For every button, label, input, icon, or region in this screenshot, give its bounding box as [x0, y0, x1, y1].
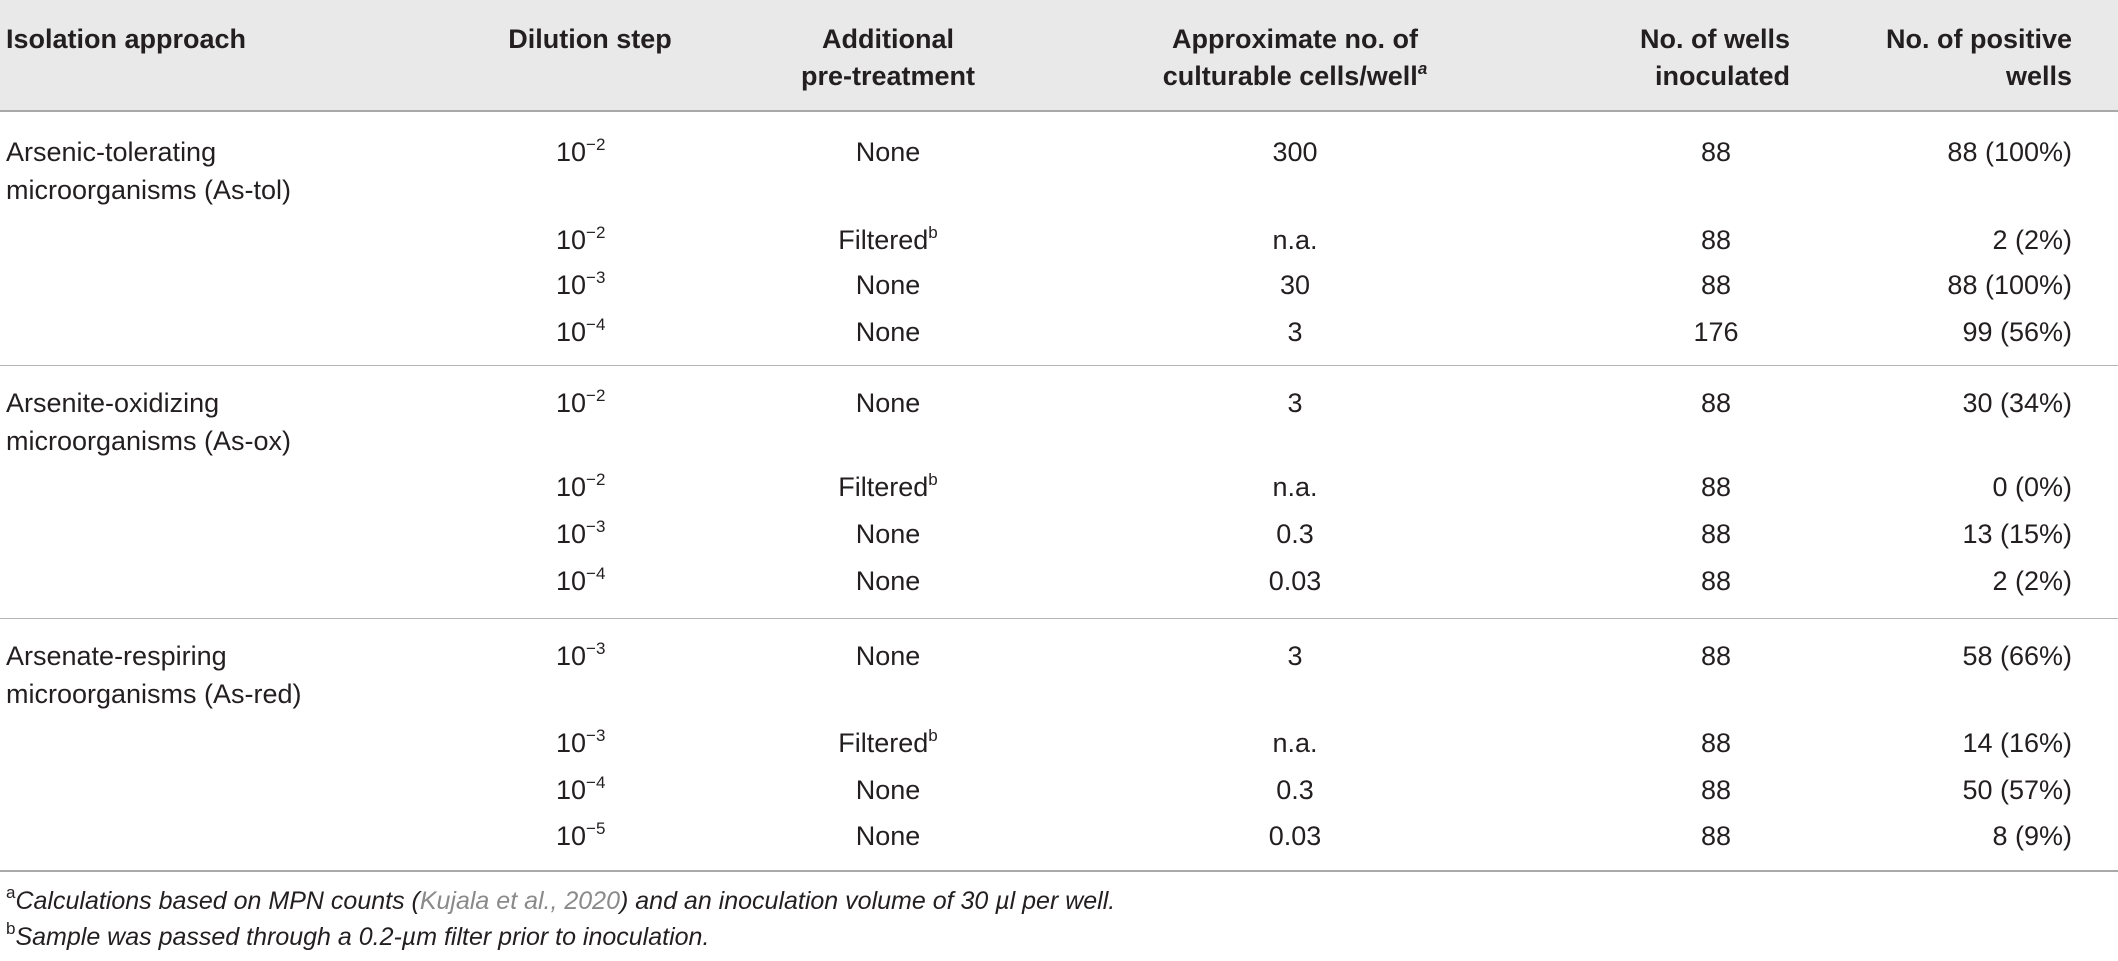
table-bottom-rule: [0, 870, 2118, 872]
pretreatment-cell: None: [855, 566, 921, 596]
cells-per-well-cell: n.a.: [1272, 472, 1318, 502]
group-separator: [0, 365, 2118, 366]
wells-inoculated-cell: 176: [1693, 317, 1739, 347]
group-separator: [0, 618, 2118, 619]
positive-wells-cell: 2 (2%): [1992, 225, 2072, 255]
cells-per-well-cell: n.a.: [1272, 225, 1318, 255]
dilution-cell: $10^{-2}$: [556, 470, 606, 502]
header-pretreatment-line2: pre-treatment: [800, 61, 976, 91]
wells-inoculated-cell: 88: [1700, 225, 1732, 255]
positive-wells-cell: 13 (15%): [1962, 519, 2072, 549]
positive-wells-cell: 88 (100%): [1947, 270, 2072, 300]
wells-inoculated-cell: 88: [1700, 137, 1732, 167]
header-cells-line2: culturable cells/well$^a$: [1162, 59, 1428, 91]
wells-inoculated-cell: 88: [1700, 821, 1732, 851]
group-name-line1: Arsenate-respiring: [6, 641, 227, 671]
header-rule: [0, 110, 2118, 112]
positive-wells-cell: 88 (100%): [1947, 137, 2072, 167]
pretreatment-cell: None: [855, 519, 921, 549]
pretreatment-cell: None: [855, 270, 921, 300]
dilution-cell: $10^{-4}$: [556, 773, 606, 805]
cells-per-well-cell: 3: [1287, 317, 1303, 347]
wells-inoculated-cell: 88: [1700, 519, 1732, 549]
group-name-line2: microorganisms (As-tol): [6, 175, 292, 205]
pretreatment-cell: Filtered$^b$: [838, 223, 938, 255]
group-name-line1: Arsenite-oxidizing: [6, 388, 220, 418]
group-name-line1: Arsenic-tolerating: [6, 137, 217, 167]
dilution-cell: $10^{-3}$: [556, 268, 606, 300]
footnote-b: $^b$Sample was passed through a 0.2-µm filter prior to inoculation.: [6, 919, 710, 951]
header-positive-line2: wells: [2005, 61, 2072, 91]
pretreatment-cell: Filtered$^b$: [838, 470, 938, 502]
group-name-line2: microorganisms (As-red): [6, 679, 302, 709]
dilution-cell: $10^{-3}$: [556, 726, 606, 758]
header-cells-line1: Approximate no. of: [1171, 24, 1419, 54]
positive-wells-cell: 14 (16%): [1962, 728, 2072, 758]
positive-wells-cell: 99 (56%): [1962, 317, 2072, 347]
positive-wells-cell: 0 (0%): [1992, 472, 2072, 502]
header-pretreatment-line1: Additional: [822, 24, 954, 54]
pretreatment-cell: None: [855, 317, 921, 347]
wells-inoculated-cell: 88: [1700, 270, 1732, 300]
pretreatment-cell: None: [855, 388, 921, 418]
header-isolation-approach: Isolation approach: [6, 24, 247, 54]
dilution-cell: $10^{-4}$: [556, 564, 606, 596]
positive-wells-cell: 30 (34%): [1962, 388, 2072, 418]
cells-per-well-cell: 0.03: [1268, 821, 1322, 851]
wells-inoculated-cell: 88: [1700, 566, 1732, 596]
pretreatment-cell: Filtered$^b$: [838, 726, 938, 758]
wells-inoculated-cell: 88: [1700, 472, 1732, 502]
header-positive-line1: No. of positive: [1885, 24, 2072, 54]
positive-wells-cell: 58 (66%): [1962, 641, 2072, 671]
cells-per-well-cell: 0.3: [1276, 775, 1314, 805]
wells-inoculated-cell: 88: [1700, 775, 1732, 805]
header-dilution-step: Dilution step: [508, 24, 672, 54]
positive-wells-cell: 8 (9%): [1992, 821, 2072, 851]
header-wells-line1: No. of wells: [1639, 24, 1790, 54]
wells-inoculated-cell: 88: [1700, 641, 1732, 671]
dilution-cell: $10^{-3}$: [556, 517, 606, 549]
wells-inoculated-cell: 88: [1700, 728, 1732, 758]
dilution-cell: $10^{-2}$: [556, 135, 606, 167]
cells-per-well-cell: 30: [1279, 270, 1311, 300]
reference-link[interactable]: Kujala et al., 2020: [419, 887, 620, 915]
group-name-line2: microorganisms (As-ox): [6, 426, 292, 456]
cells-per-well-cell: 0.03: [1268, 566, 1322, 596]
pretreatment-cell: None: [855, 821, 921, 851]
table-header-background: [0, 0, 2118, 110]
cells-per-well-cell: 3: [1287, 388, 1303, 418]
header-wells-line2: inoculated: [1654, 61, 1790, 91]
cells-per-well-cell: n.a.: [1272, 728, 1318, 758]
positive-wells-cell: 50 (57%): [1962, 775, 2072, 805]
dilution-cell: $10^{-4}$: [556, 315, 606, 347]
cells-per-well-cell: 300: [1272, 137, 1318, 167]
footnote-a: $^a$Calculations based on MPN counts (Kujala et al., 2020) and an inoculation volume of 30 µl per well.: [6, 883, 1116, 915]
positive-wells-cell: 2 (2%): [1992, 566, 2072, 596]
pretreatment-cell: None: [855, 137, 921, 167]
dilution-cell: $10^{-2}$: [556, 223, 606, 255]
dilution-cell: $10^{-3}$: [556, 639, 606, 671]
pretreatment-cell: None: [855, 775, 921, 805]
cells-per-well-cell: 3: [1287, 641, 1303, 671]
cells-per-well-cell: 0.3: [1276, 519, 1314, 549]
dilution-cell: $10^{-2}$: [556, 386, 606, 418]
pretreatment-cell: None: [855, 641, 921, 671]
dilution-cell: $10^{-5}$: [556, 819, 606, 851]
wells-inoculated-cell: 88: [1700, 388, 1732, 418]
